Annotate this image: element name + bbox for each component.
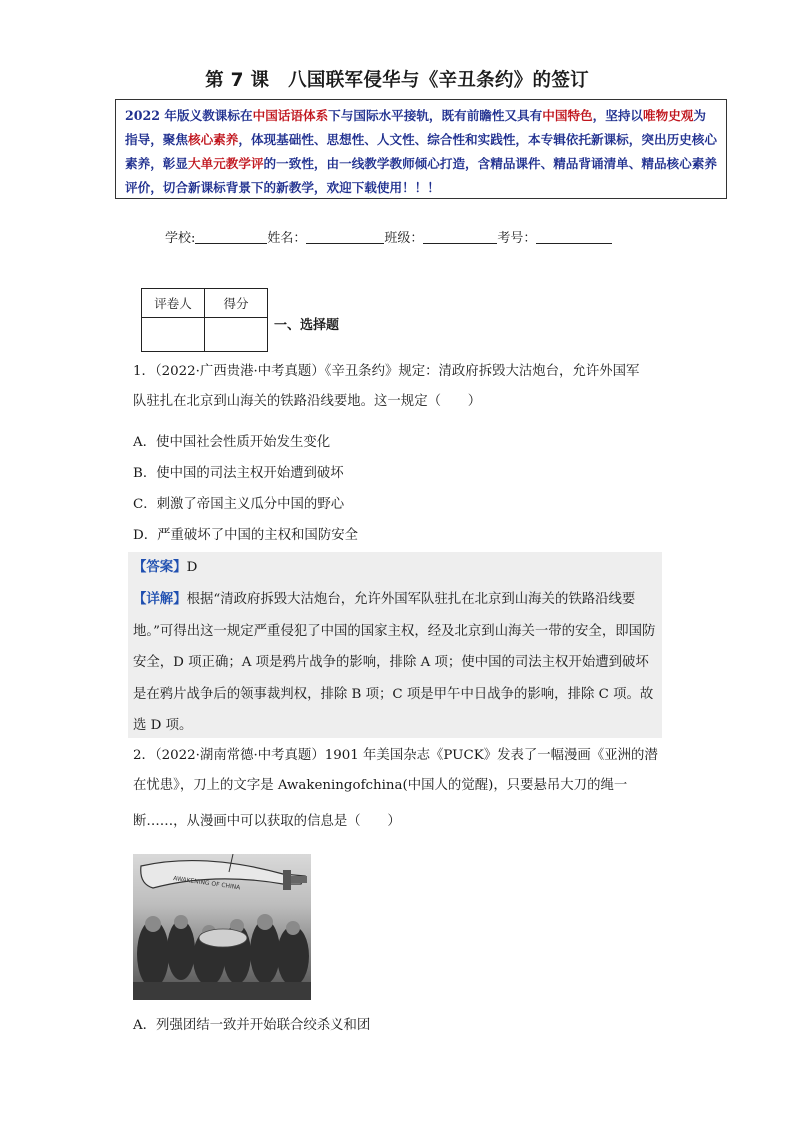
stem-line: 断……，从漫画中可以获取的信息是（ ） — [133, 814, 401, 829]
stem-line: 队驻扎在北京到山海关的铁路沿线要地。这一规定（ ） — [133, 394, 482, 409]
detail-text: 根据“清政府拆毁大沽炮台，允许外国军队驻扎在北京到山海关的铁路沿线要地。”可得出这一规定严重侵犯了中国的国家主权，经及北京到山海关一带的安全，即国防安全，D 项正确；A 项是鸦片战争的影响，排除 A 项；使中国的司法主权开始遭到破坏是在鸦片战争后的领事裁判权，排除 B 项；C 项是甲午中日战争的影响，排除 C 项。故选 D 项。 — [133, 592, 656, 734]
question-1-stem — [133, 357, 663, 417]
stem-line: 在忧患》，刀上的文字是 Awakeningofchina(中国人的觉醒)，只要悬吊大刀的绳一 — [133, 778, 628, 793]
stem-line: 2．（2022·湖南常德·中考真题）1901 年美国杂志《PUCK》发表了一幅漫画《亚洲的潜 — [133, 748, 658, 763]
student-info-line — [165, 227, 612, 246]
answer-tag: 【答案】 — [133, 559, 187, 575]
question-1-option-b[interactable]: B．使中国的司法主权开始遭到破坏 — [133, 466, 344, 481]
promo-text: 的一致性，由一线教学教师倾心打造，含精品课件、精品背诵清单、精品核心素养评价，切合新课标背景下的新教学，欢迎下载使用！！！ — [125, 156, 717, 195]
question-1-detail — [133, 584, 660, 742]
promo-highlight: 中国话语体系 — [252, 108, 329, 123]
promo-text: 为指导，聚焦 — [125, 108, 706, 147]
question-1-option-a[interactable]: A．使中国社会性质开始发生变化 — [133, 435, 331, 450]
name-blank[interactable] — [306, 229, 384, 244]
page-title: 第 7 课 八国联军侵华与《辛丑条约》的签订 — [205, 70, 589, 91]
cartoon-image — [133, 854, 311, 1000]
score-cell[interactable] — [205, 318, 268, 352]
school-blank[interactable] — [195, 229, 267, 244]
promo-text: 2022 年版义教课标在 — [125, 108, 253, 123]
detail-tag: 【详解】 — [133, 591, 187, 607]
promo-highlight: 大单元教学评 — [187, 156, 264, 171]
score-table — [141, 288, 268, 352]
question-2-option-a[interactable]: A．列强团结一致并开始联合绞杀义和团 — [133, 1018, 371, 1033]
section-title: 一、选择题 — [274, 318, 340, 333]
question-1-answer — [133, 552, 660, 584]
class-blank[interactable] — [423, 229, 497, 244]
class-label: 班级： — [384, 231, 424, 246]
question-1-option-c[interactable]: C．刺激了帝国主义瓜分中国的野心 — [133, 497, 345, 512]
question-2-stem — [133, 741, 663, 837]
number-label: 考号： — [497, 231, 537, 246]
grader-header: 评卷人 — [142, 289, 205, 318]
promo-highlight: 中国特色 — [542, 108, 593, 123]
score-header: 得分 — [205, 289, 268, 318]
grader-cell[interactable] — [142, 318, 205, 352]
cartoon-illustration — [133, 854, 311, 1000]
promo-text: ，坚持以 — [592, 108, 643, 123]
promo-box — [115, 99, 727, 199]
school-label: 学校: — [165, 231, 196, 246]
answer-value: D — [186, 560, 198, 575]
sword-inscription: AWAKENING OF CHINA — [172, 875, 241, 892]
question-1-option-d[interactable]: D．严重破坏了中国的主权和国防安全 — [133, 528, 358, 543]
promo-text: 下与国际水平接轨，既有前瞻性又具有 — [328, 108, 543, 123]
number-blank[interactable] — [536, 229, 612, 244]
promo-highlight: 唯物史观 — [643, 108, 694, 123]
promo-text: ，体现基础性、思想性、人文性、综合性和实践性，本专辑依托新课标，突出历史核心素养，彰显 — [125, 132, 717, 171]
promo-highlight: 核心素养 — [187, 132, 239, 147]
name-label: 姓名： — [267, 231, 307, 246]
stem-line: 1．（2022·广西贵港·中考真题）《辛丑条约》规定：清政府拆毁大沽炮台，允许外国军 — [133, 364, 640, 379]
